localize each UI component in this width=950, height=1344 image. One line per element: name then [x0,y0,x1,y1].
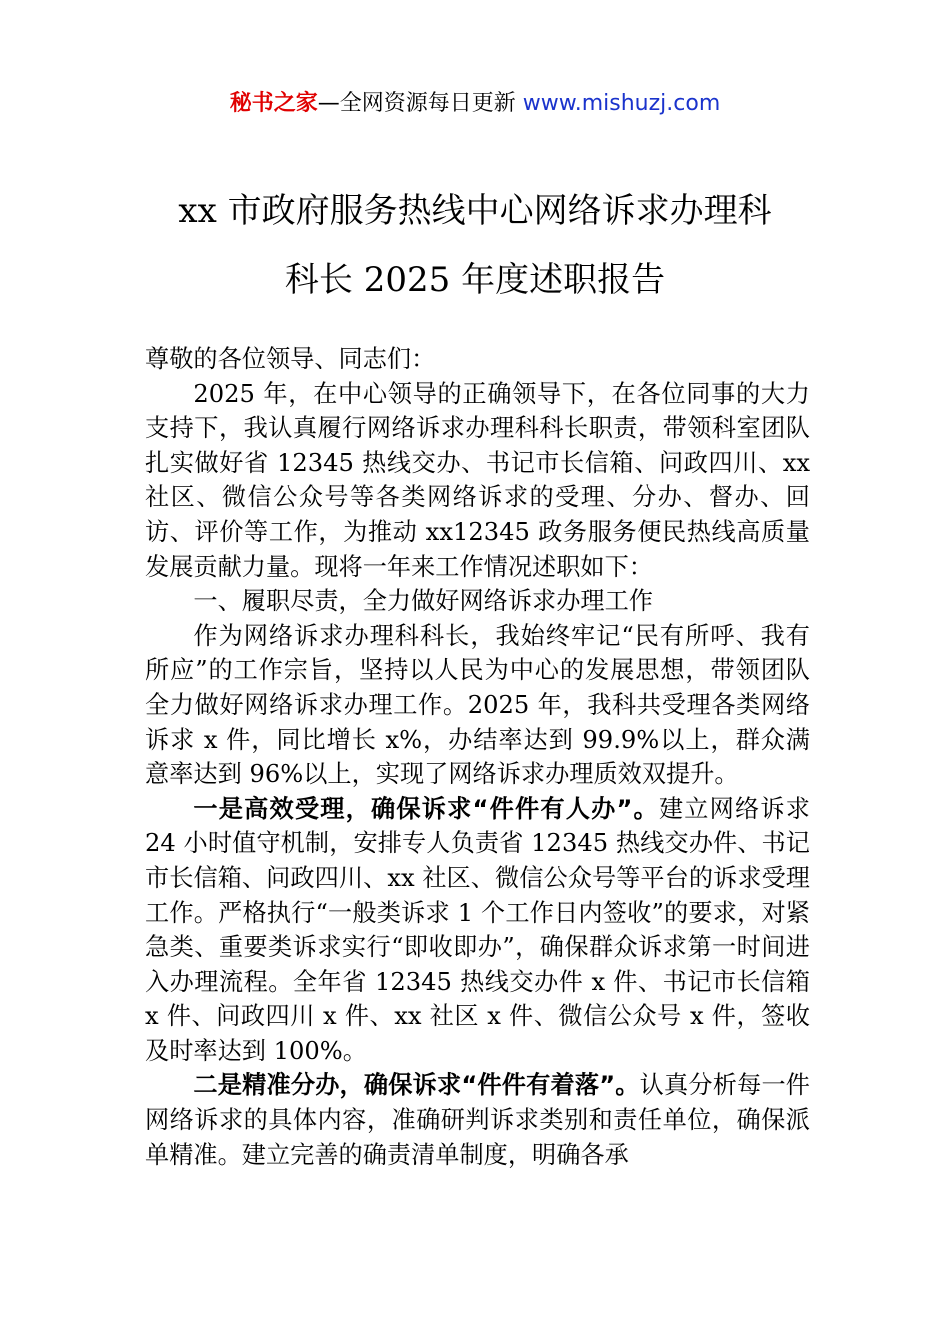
salutation: 尊敬的各位领导、同志们： [145,345,436,373]
item-2-paragraph [145,1068,810,1172]
item-1-paragraph [145,792,810,1069]
document-title-line-1: xx 市政府服务热线中心网络诉求办理科 [178,191,772,231]
item-2-lead: 二是精准分办，确保诉求“件件有着落”。 [193,1071,640,1100]
site-url-link[interactable]: www.mishuzj.com [522,91,721,116]
section-1-heading: 一、履职尽责，全力做好网络诉求办理工作 [193,587,653,616]
item-2-text: 认真分析每一件网络诉求的具体内容，准确研判诉求类别和责任单位，确保派单精准。建立完善的确责清单制度，明确各承 [145,1071,810,1169]
header-slogan: —全网资源每日更新 [317,91,523,116]
brand-name: 秘书之家 [229,91,318,116]
document-title-line-2: 科长 2025 年度述职报告 [284,260,666,300]
section-1-paragraph: 作为网络诉求办理科科长，我始终牢记“民有所呼、我有所应”的工作宗旨，坚持以人民为中心的发展思想，带领团队全力做好网络诉求办理工作。2025 年，我科共受理各类网络诉求 x 件，同比增长 x%，办结率达到 99.9%以上，群众满意率达到 96%以上，实现了网络诉求办理质效双提升。 [145,621,810,789]
intro-paragraph: 2025 年，在中心领导的正确领导下，在各位同事的大力支持下，我认真履行网络诉求办理科科长职责，带领科室团队扎实做好省 12345 热线交办、书记市长信箱、问政四川、xx 社区、微信公众号等各类网络诉求的受理、分办、督办、回访、评价等工作，为推动 xx12345 政务服务便民热线高质量发展贡献力量。现将一年来工作情况述职如下： [145,379,810,581]
item-1-lead: 一是高效受理，确保诉求“件件有人办”。 [193,794,659,823]
document-body [145,342,810,1172]
item-1-text: 建立网络诉求 24 小时值守机制，安排专人负责省 12345 热线交办件、书记市长信箱、问政四川、xx 社区、微信公众号等平台的诉求受理工作。严格执行“一般类诉求 1 个工作日内签收”的要求，对紧急类、重要类诉求实行“即收即办”，确保群众诉求第一时间进入办理流程。全年省 12345 热线交办件 x 件、书记市长信箱 x 件、问政四川 x 件、xx 社区 x 件、微信公众号 x 件，签收及时率达到 100%。 [145,794,810,1065]
site-header [0,86,950,122]
